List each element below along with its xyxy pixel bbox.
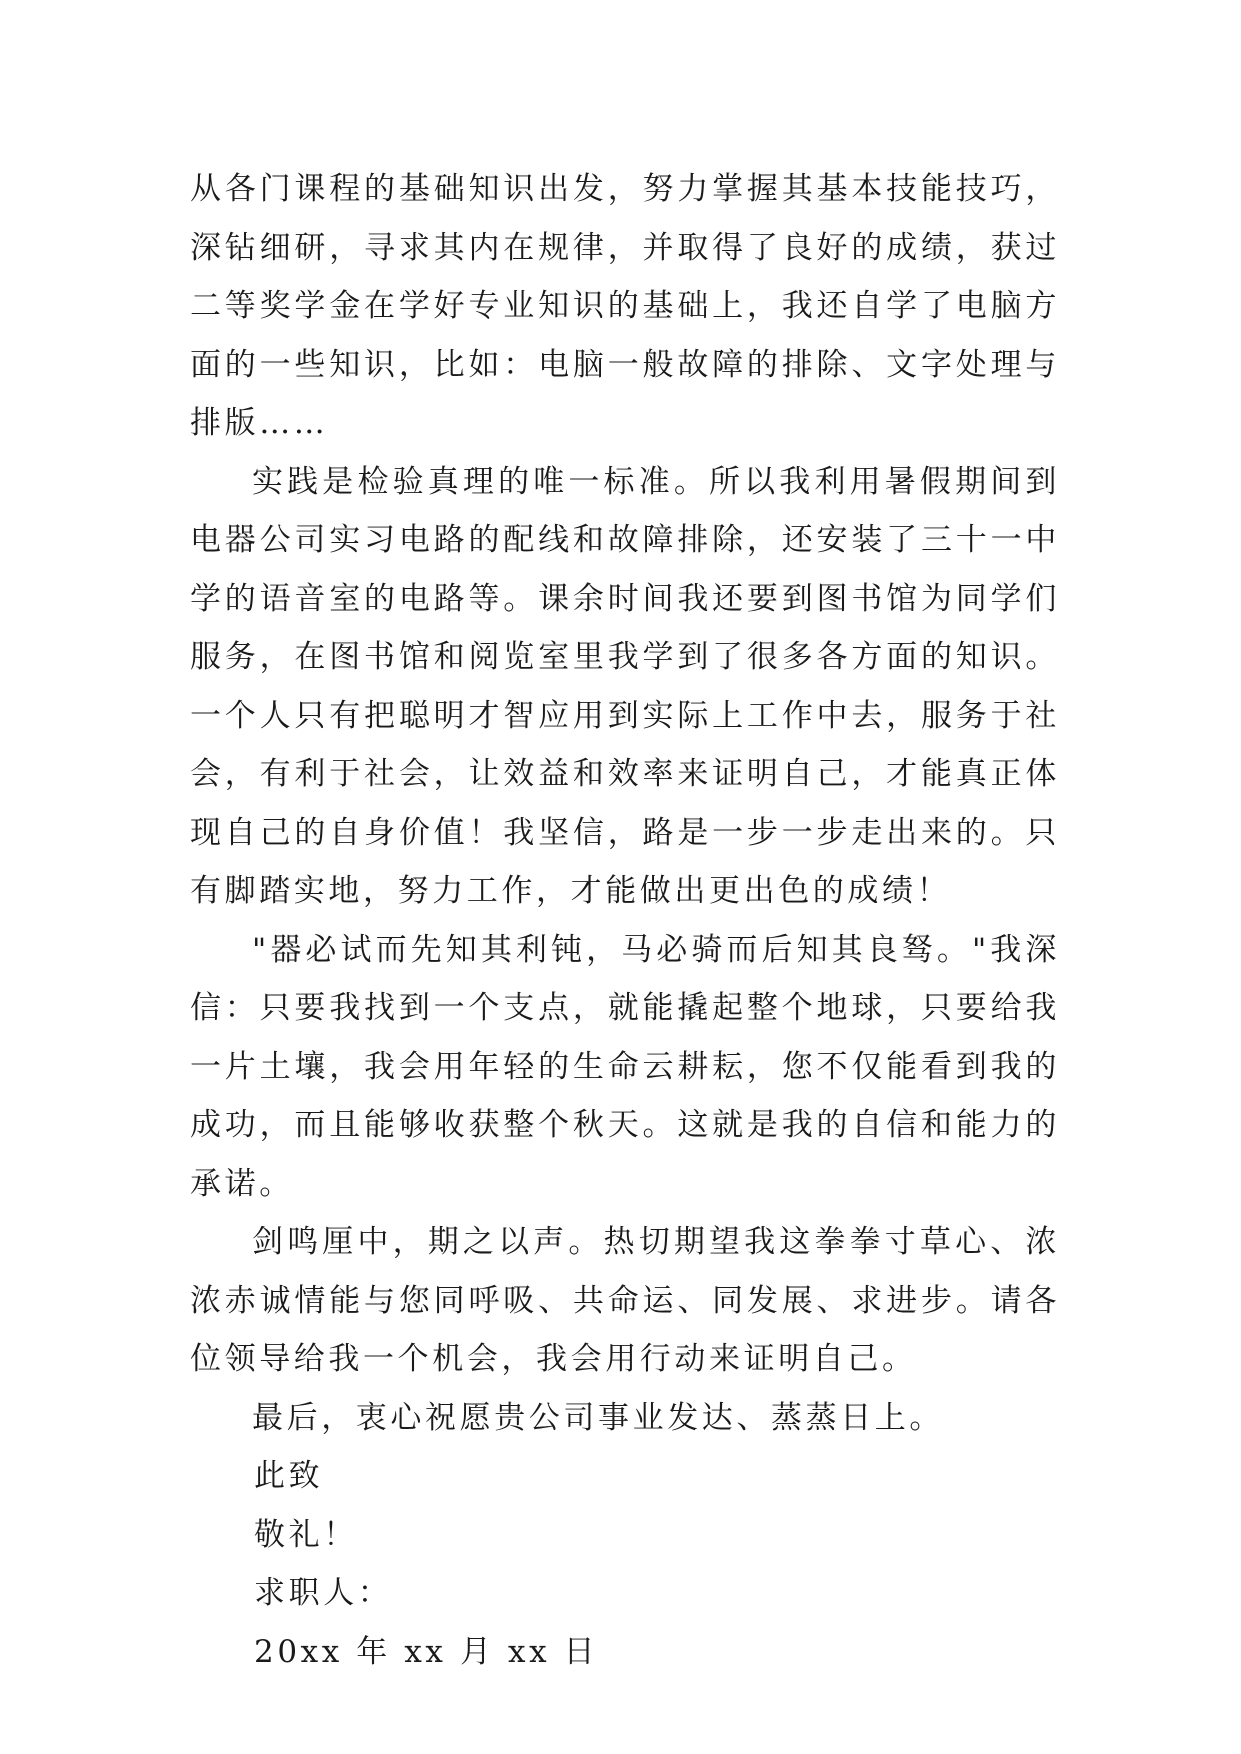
closing-regards: 敬礼！ xyxy=(254,1516,358,1553)
paragraph-expectation: 剑鸣厘中，期之以声。热切期望我这拳拳寸草心、浓浓赤诚情能与您同呼吸、共命运、同发展、求进步。请各位领导给我一个机会，我会用行动来证明自己。 xyxy=(190,1224,1060,1377)
paragraph-wishes: 最后，衷心祝愿贵公司事业发达、蒸蒸日上。 xyxy=(252,1399,944,1436)
paragraph-study: 从各门课程的基础知识出发，努力掌握其基本技能技巧，深钻细研，寻求其内在规律，并取得了良好的成绩，获过二等奖学金在学好专业知识的基础上，我还自学了电脑方面的一些知识，比如：电脑一般故障的排除、文字处理与排版…… xyxy=(190,171,1060,441)
letter-body xyxy=(190,160,1060,1681)
paragraph-practice: 实践是检验真理的唯一标准。所以我利用暑假期间到电器公司实习电路的配线和故障排除，还安装了三十一中学的语音室的电路等。课余时间我还要到图书馆为同学们服务，在图书馆和阅览室里我学到了很多各方面的知识。一个人只有把聪明才智应用到实际上工作中去，服务于社会，有利于社会，让效益和效率来证明自己，才能真正体现自己的自身价值！我坚信，路是一步一步走出来的。只有脚踏实地，努力工作，才能做出更出色的成绩！ xyxy=(190,463,1060,909)
closing-applicant: 求职人： xyxy=(254,1575,393,1611)
paragraph-confidence: "器必试而先知其利钝，马必骑而后知其良驽。"我深信：只要我找到一个支点，就能撬起整个地球，只要给我一片土壤，我会用年轻的生命云耕耘，您不仅能看到我的成功，而且能够收获整个秋天。这就是我的自信和能力的承诺。 xyxy=(190,931,1060,1202)
closing-date: 20xx 年 xx 月 xx 日 xyxy=(254,1633,599,1670)
closing-salutation: 此致 xyxy=(254,1458,324,1494)
